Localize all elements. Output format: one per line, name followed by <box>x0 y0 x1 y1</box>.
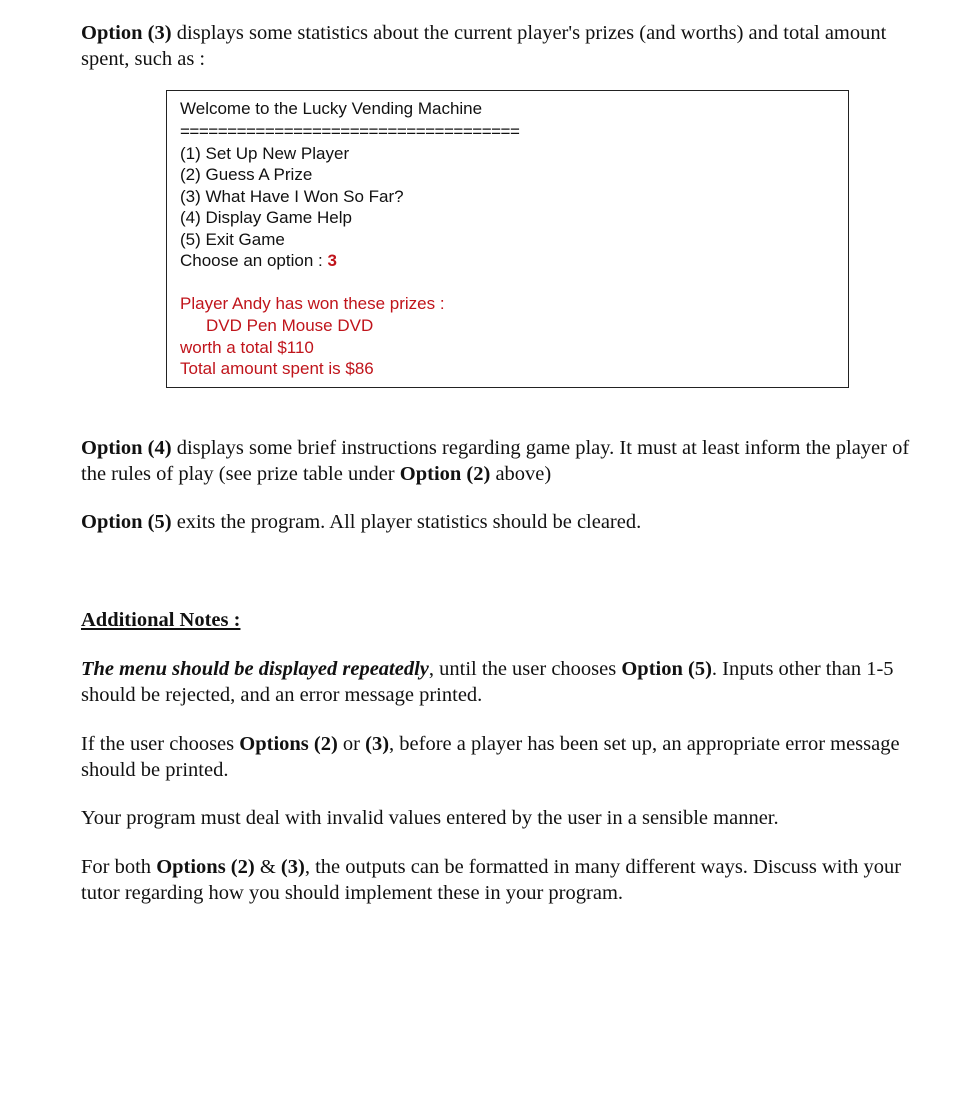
notes-p4-opt: Options (2) <box>156 856 255 878</box>
notes-paragraph-2 <box>81 731 921 783</box>
notes-p4-start: For both <box>81 856 157 878</box>
console-separator: ==================================== <box>180 122 520 141</box>
menu-item-2: (2) Guess A Prize <box>180 165 313 184</box>
notes-p4-amp: & <box>254 856 281 878</box>
notes-paragraph-3: Your program must deal with invalid values entered by the user in a sensible manner. <box>81 807 779 829</box>
notes-paragraph-4 <box>81 854 921 906</box>
option5-paragraph <box>81 509 921 535</box>
notes-p2-start: If the user chooses <box>81 733 240 755</box>
menu-item-4: (4) Display Game Help <box>180 208 352 227</box>
option4-paragraph <box>81 435 921 487</box>
notes-p2-end: , before a player has been set up, an appropriate error message should be printed. <box>81 733 900 781</box>
output-spent: Total amount spent is $86 <box>180 359 374 378</box>
notes-heading-text: Additional Notes : <box>81 609 241 631</box>
notes-p1-opt: Option (5) <box>621 658 712 680</box>
notes-paragraph-1 <box>81 656 921 708</box>
option3-label: Option (3) <box>81 22 172 44</box>
option4-text1: displays some brief instructions regarding game play. It must at least inform the player of the rules of play (see prize table under <box>81 437 910 485</box>
console-prompt: Choose an option : <box>180 251 328 270</box>
intro-text: displays some statistics about the current player's prizes (and worths) and total amount spent, such as : <box>81 22 887 70</box>
notes-p4-end: , the outputs can be formatted in many different ways. Discuss with your tutor regarding how you should implement these in your program. <box>81 856 902 904</box>
notes-p2-opt: Options (2) <box>239 733 338 755</box>
notes-p1-end: . Inputs other than 1-5 should be rejected, and an error message printed. <box>81 658 894 706</box>
notes-heading <box>81 607 921 633</box>
console-title: Welcome to the Lucky Vending Machine <box>180 99 483 118</box>
notes-p2-or: or <box>337 733 366 755</box>
menu-item-3: (3) What Have I Won So Far? <box>180 187 404 206</box>
notes-p2-opt2: (3) <box>365 733 390 755</box>
console-choice: 3 <box>327 251 337 270</box>
option4-ref: Option (2) <box>399 463 491 485</box>
menu-item-1: (1) Set Up New Player <box>180 144 350 163</box>
console-prompt-line <box>180 250 337 272</box>
output-won-line: Player Andy has won these prizes : <box>180 294 445 313</box>
notes-p1-mid: , until the user chooses <box>428 658 622 680</box>
option4-text2: above) <box>490 463 552 485</box>
notes-p4-opt2: (3) <box>280 856 305 878</box>
menu-item-5: (5) Exit Game <box>180 230 285 249</box>
notes-p1-emph: The menu should be displayed repeatedly <box>81 658 429 680</box>
output-worth: worth a total $110 <box>180 338 314 357</box>
console-output-box <box>166 90 849 388</box>
output-prizes: DVD Pen Mouse DVD <box>206 316 374 335</box>
option5-label: Option (5) <box>81 511 172 533</box>
option5-text: exits the program. All player statistics should be cleared. <box>171 511 642 533</box>
option4-label: Option (4) <box>81 437 172 459</box>
intro-paragraph <box>81 20 921 72</box>
